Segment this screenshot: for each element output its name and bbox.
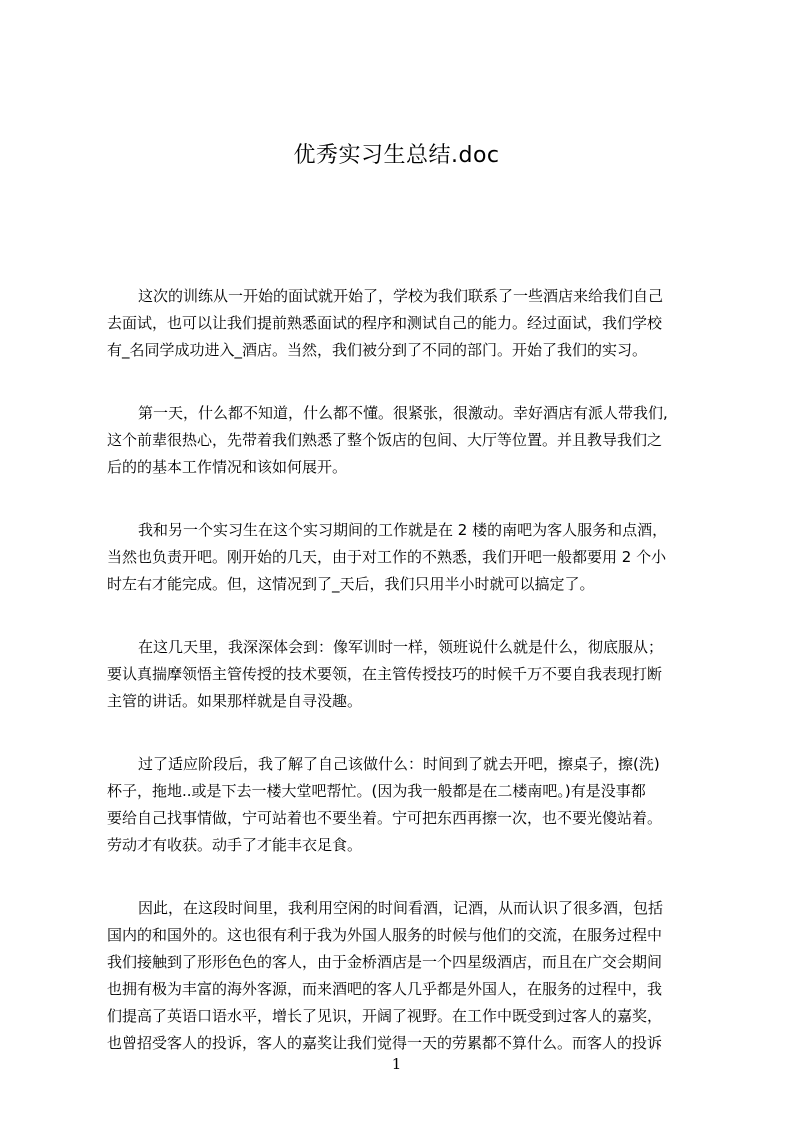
document-title: 优秀实习生总结.doc [293, 143, 500, 168]
paragraph [107, 751, 701, 859]
paragraph-line: 们提高了英语口语水平，增长了见识，开阔了视野。在工作中既受到过客人的嘉奖， [107, 1007, 663, 1025]
paragraph-line: 第一天，什么都不知道，什么都不懂。很紧张，很激动。幸好酒店有派人带我们, [138, 404, 668, 422]
paragraph-line: 要给自己找事情做，宁可站着也不要坐着。宁可把东西再擦一次，也不要光傻站着。 [107, 809, 663, 827]
paragraph-line: 去面试，也可以让我们提前熟悉面试的程序和测试自己的能力。经过面试，我们学校 [107, 314, 663, 332]
paragraph-line: 因此，在这段时间里，我利用空闲的时间看酒，记酒，从而认识了很多酒，包括 [138, 899, 664, 917]
paragraph-line: 这个前辈很热心，先带着我们熟悉了整个饭店的包间、大厅等位置。并且教导我们之 [107, 431, 663, 449]
paragraph-line: 国内的和国外的。这也很有利于我为外国人服务的时候与他们的交流，在服务过程中 [107, 926, 663, 944]
document-body [107, 283, 701, 1093]
paragraph-line: 过了适应阶段后，我了解了自己该做什么：时间到了就去开吧，擦桌子，擦(洗) [138, 755, 660, 773]
paragraph-line: 主管的讲话。如果那样就是自寻没趣。 [107, 692, 363, 710]
paragraph-line: 当然也负责开吧。刚开始的几天，由于对工作的不熟悉，我们开吧一般都要用 2 个小 [107, 548, 667, 566]
paragraph-line: 也曾招受客人的投诉，客人的嘉奖让我们觉得一天的劳累都不算什么。而客人的投诉 [107, 1034, 663, 1052]
paragraph-line: 我和另一个实习生在这个实习期间的工作就是在 2 楼的南吧为客人服务和点酒， [138, 521, 668, 539]
paragraph-line: 后的的基本工作情况和该如何展开。 [107, 458, 348, 476]
paragraph-line: 劳动才有收获。动手了才能丰衣足食。 [107, 836, 363, 854]
paragraph-line: 也拥有极为丰富的海外客源，而来酒吧的客人几乎都是外国人，在服务的过程中，我 [107, 980, 663, 998]
paragraph-line: 时左右才能完成。但，这情况到了_天后，我们只用半小时就可以搞定了。 [107, 575, 595, 593]
paragraph-line: 杯子，拖地..或是下去一楼大堂吧帮忙。(因为我一般都是在二楼南吧。)有是没事都 [107, 782, 646, 800]
paragraph [107, 517, 701, 598]
paragraph [107, 895, 701, 1057]
paragraph [107, 400, 701, 481]
paragraph [107, 634, 701, 715]
paragraph-line: 要认真揣摩领悟主管传授的技术要领，在主管传授技巧的时候千万不要自我表现打断 [107, 665, 663, 683]
page-number: 1 [391, 1055, 402, 1073]
paragraph-line: 这次的训练从一开始的面试就开始了，学校为我们联系了一些酒店来给我们自己 [138, 287, 664, 305]
paragraph-line: 有_名同学成功进入_酒店。当然，我们被分到了不同的部门。开始了我们的实习。 [107, 341, 648, 359]
paragraph-line: 在这几天里，我深深体会到：像军训时一样，领班说什么就是什么，彻底服从； [138, 638, 664, 656]
paragraph-line: 我们接触到了形形色色的客人，由于金桥酒店是一个四星级酒店，而且在广交会期间 [107, 953, 663, 971]
paragraph [107, 283, 701, 364]
